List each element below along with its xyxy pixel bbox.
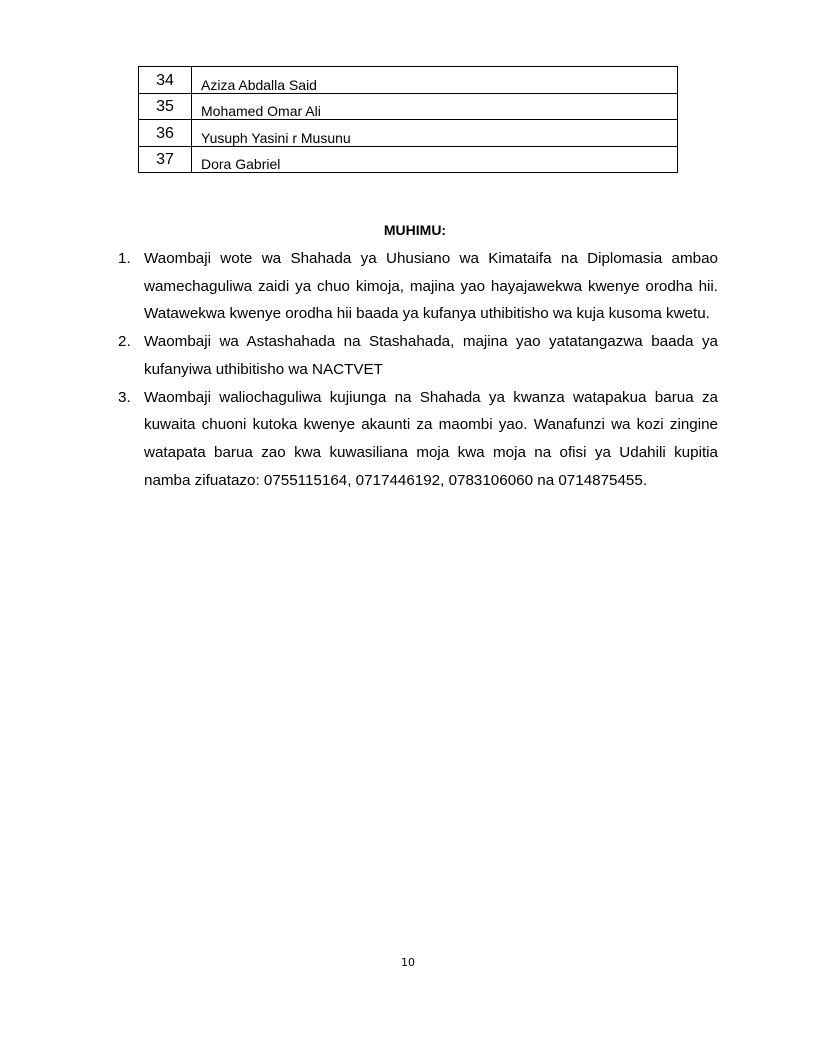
- row-number: 36: [139, 120, 192, 147]
- table-row: [139, 93, 678, 120]
- row-name: Yusuph Yasini r Musunu: [192, 120, 678, 147]
- table-row: [139, 146, 678, 173]
- notes-heading: MUHIMU:: [383, 222, 447, 238]
- list-marker: 1.: [118, 250, 131, 267]
- notes-list: [118, 245, 718, 494]
- table-row: [139, 120, 678, 147]
- row-number: 34: [139, 67, 192, 94]
- list-marker: 3.: [118, 388, 131, 406]
- row-name: Aziza Abdalla Said: [192, 67, 678, 94]
- list-marker: 2.: [118, 333, 131, 351]
- list-item-text: Waombaji wote wa Shahada ya Uhusiano wa Kimataifa na Diplomasia ambao wamechaguliwa zaidi ya chuo kimoja, majina yao hayajawekwa kwenye orodha hii. Watawekwa kwenye orodha hii baada ya kufanya uthibitisho wa kuja kusoma kwetu.: [144, 250, 718, 323]
- row-name: Mohamed Omar Ali: [192, 93, 678, 120]
- row-name: Dora Gabriel: [192, 146, 678, 173]
- list-item-text: Waombaji waliochaguliwa kujiunga na Shahada ya kwanza watapakua barua za kuwaita chuoni kutoka kwenye akaunti za maombi yao. Wanafunzi wa kozi zingine watapata barua zao kwa kuwasiliana moja kwa moja na ofisi ya Udahili kupitia namba zifuatazo: 0755115164, 0717446192, 0783106060 na 0714875455.: [144, 388, 718, 489]
- names-table: [138, 66, 678, 173]
- page-number: 10: [401, 956, 415, 969]
- list-item: [118, 384, 718, 495]
- row-number: 35: [139, 93, 192, 120]
- row-number: 37: [139, 146, 192, 173]
- list-item: [118, 328, 718, 383]
- table-row: [139, 67, 678, 94]
- list-item-text: Waombaji wa Astashahada na Stashahada, majina yao yatatangazwa baada ya kufanyiwa uthibitisho wa NACTVET: [144, 333, 718, 378]
- list-item: [118, 245, 718, 328]
